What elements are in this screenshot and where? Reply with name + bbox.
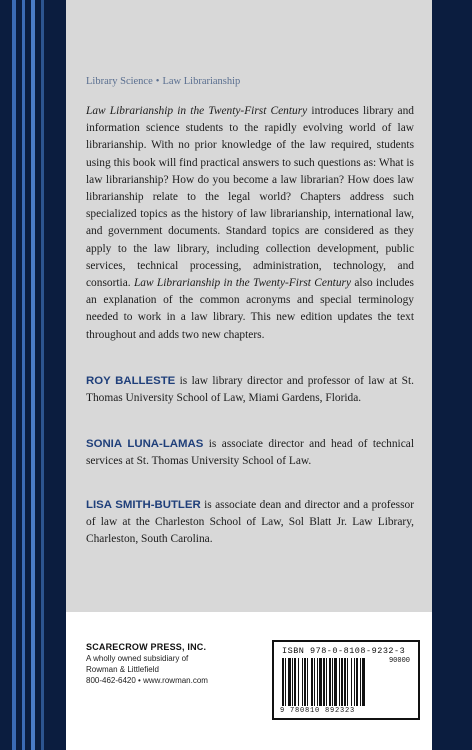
barcode-bar	[307, 658, 308, 706]
barcode-bar	[292, 658, 293, 706]
barcode-bar	[314, 658, 315, 706]
author-name: SONIA LUNA-LAMAS	[86, 438, 204, 450]
book-title-italic: Law Librarianship in the Twenty-First Century	[133, 277, 352, 290]
barcode-image	[282, 658, 382, 706]
barcode-bar	[311, 658, 313, 706]
barcode-bar	[319, 658, 322, 706]
author-bio-balleste	[86, 373, 414, 407]
barcode-bar	[302, 658, 303, 706]
publisher-line: A wholly owned subsidiary of	[86, 654, 189, 663]
stripe	[31, 0, 35, 750]
price-code: 90000	[388, 657, 410, 665]
author-name: LISA SMITH-BUTLER	[86, 499, 201, 511]
barcode-bar	[334, 658, 337, 706]
barcode-bar	[288, 658, 291, 706]
description-part-2: also includes an explanation of the common acronyms and special terminology needed to work in a law library. This new edition updates the text throughout and adds two new chapters.	[86, 277, 414, 341]
spine-stripes	[0, 0, 66, 750]
barcode-bar	[317, 658, 318, 706]
category-library-science: Library Science	[86, 76, 153, 87]
publisher-info	[86, 642, 208, 686]
author-name: ROY BALLESTE	[86, 375, 176, 387]
author-bio-text: is associate dean and director and a professor of law at the Charleston School of Law, Sol Blatt Jr. Law Library, Charleston, South Carolina.	[86, 499, 415, 546]
barcode-bar	[347, 658, 348, 706]
right-border	[432, 0, 472, 750]
description-part-1: introduces library and information science students to the rapidly evolving world of law librarianship. With no prior knowledge of the law required, students using this book will find practical answers to such questions as: What is law librarianship? How do you become a law librarian? How does law librarianship relate to the legal world? Chapters address such specialized topics as the history of law librarianship, international law, and government documents. Standard topics are considered as they apply to the law library, including collection development, public services, technical processing, administration, technology, and consortia.	[86, 105, 414, 290]
barcode-bar	[326, 658, 327, 706]
stripe	[12, 0, 16, 750]
barcode-bar	[362, 658, 365, 706]
author-bio-smith-butler	[86, 497, 414, 549]
book-title-italic: Law Librarianship in the Twenty-First Century	[86, 105, 308, 117]
stripe	[41, 0, 44, 750]
barcode-bar	[354, 658, 355, 706]
barcode-box	[272, 640, 420, 720]
isbn-text: ISBN 978-0-8108-9232-3	[282, 646, 406, 656]
barcode-digits: 9 780810 892323	[280, 707, 356, 715]
author-bio-text: is associate director and head of technical services at St. Thomas University School of Law.	[86, 438, 414, 468]
barcode-bar	[332, 658, 333, 706]
subject-categories	[86, 76, 240, 87]
author-bio-luna-lamas	[86, 436, 414, 470]
barcode-bar	[351, 658, 352, 706]
publisher-line: Rowman & Littlefield	[86, 665, 159, 674]
category-law-librarianship: Law Librarianship	[162, 76, 241, 87]
barcode-bar	[298, 658, 299, 706]
barcode-bar	[304, 658, 306, 706]
publisher-contact: 800-462-6420 • www.rowman.com	[86, 676, 208, 685]
barcode-bar	[339, 658, 340, 706]
barcode-bar	[285, 658, 286, 706]
barcode-bar	[356, 658, 358, 706]
barcode-bar	[341, 658, 343, 706]
barcode-bar	[294, 658, 296, 706]
barcode-bar	[329, 658, 331, 706]
barcode-bar	[360, 658, 361, 706]
stripe	[22, 0, 25, 750]
barcode-bar	[323, 658, 325, 706]
book-description	[86, 103, 414, 344]
barcode-bar	[344, 658, 346, 706]
barcode-bar	[282, 658, 284, 706]
category-separator: •	[155, 76, 160, 87]
publisher-name: SCARECROW PRESS, INC.	[86, 642, 207, 652]
author-bio-text: is law library director and professor of law at St. Thomas University School of Law, Miami Gardens, Florida.	[86, 375, 415, 405]
